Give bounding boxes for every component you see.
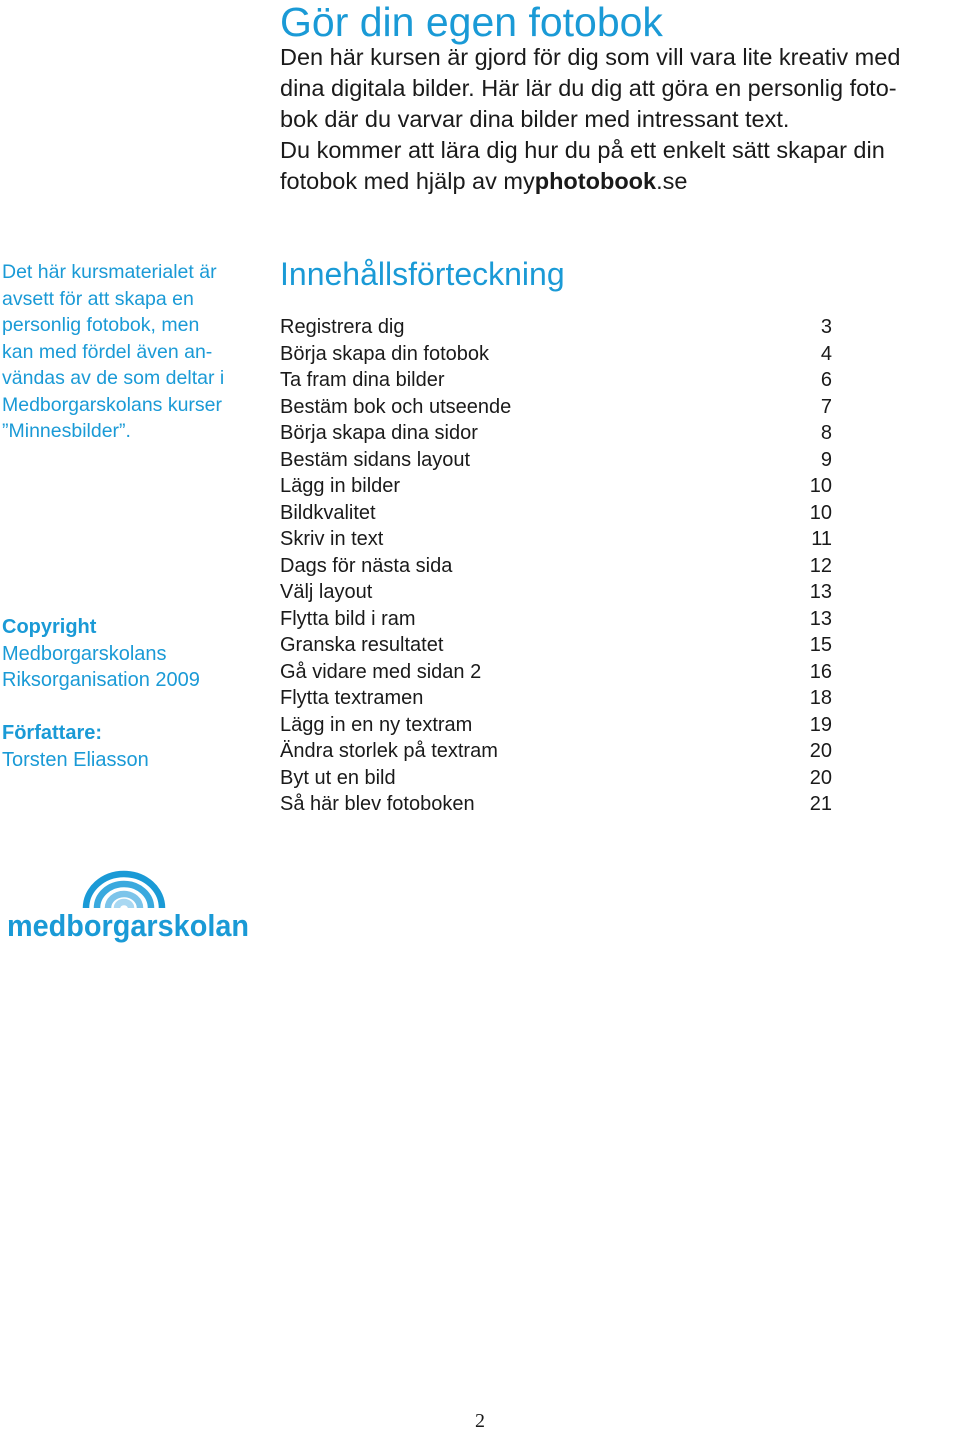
- toc-entry: [280, 712, 832, 739]
- toc-entry-page: 13: [809, 581, 832, 603]
- sidebar-note-line: vändas av de som deltar i: [2, 367, 225, 389]
- toc-entry: [280, 500, 832, 527]
- sidebar-note-line: Det här kursmaterialet är: [2, 261, 217, 283]
- toc-entry-label: Ändra storlek på textram: [280, 740, 498, 762]
- intro-paragraph: [280, 42, 960, 197]
- toc-entry: [280, 526, 832, 553]
- toc-entry: [280, 367, 832, 394]
- toc-entry-label: Flytta textramen: [280, 687, 424, 709]
- toc-entry: [280, 394, 832, 421]
- toc-entry-page: 18: [809, 687, 832, 709]
- toc-entry: [280, 341, 832, 368]
- toc-heading: Innehållsförteckning: [280, 256, 565, 292]
- toc-entry-label: Flytta bild i ram: [280, 607, 416, 630]
- toc-entry: [280, 314, 832, 341]
- intro-line: Den här kursen är gjord för dig som vill vara lite kreativ med: [280, 44, 901, 70]
- table-of-contents: [280, 314, 832, 818]
- logo-wordmark: medborgarskolan: [7, 908, 249, 943]
- sidebar-note: [2, 259, 272, 445]
- toc-entry: [280, 659, 832, 686]
- toc-entry: [280, 447, 832, 474]
- toc-entry-page: 12: [809, 554, 832, 577]
- toc-entry-label: Bildkvalitet: [280, 501, 376, 524]
- author-block: [2, 720, 272, 773]
- toc-entry-page: 16: [809, 660, 832, 683]
- author-label: Författare:: [2, 722, 103, 744]
- toc-entry-page: 19: [809, 713, 832, 736]
- medborgarskolan-logo: [4, 868, 254, 948]
- brand-name: photobook: [534, 168, 657, 194]
- sidebar-note-line: ”Minnesbilder”.: [2, 420, 131, 442]
- toc-entry-label: Lägg in en ny textram: [280, 713, 473, 736]
- copyright-line: Medborgarskolans: [2, 642, 167, 665]
- toc-entry-label: Bestäm bok och utseende: [280, 395, 512, 418]
- toc-entry-page: 8: [820, 422, 832, 444]
- toc-entry-label: Börja skapa din fotobok: [280, 342, 490, 365]
- toc-entry-page: 15: [809, 634, 832, 656]
- toc-entry: [280, 738, 832, 765]
- toc-entry-label: Dags för nästa sida: [280, 554, 453, 577]
- toc-entry: [280, 791, 832, 818]
- toc-entry-label: Välj layout: [280, 581, 373, 603]
- toc-entry-label: Lägg in bilder: [280, 475, 401, 497]
- copyright-label: Copyright: [2, 616, 97, 638]
- brand-suffix: .se: [656, 168, 688, 194]
- toc-entry: [280, 765, 832, 792]
- toc-entry-page: 13: [809, 607, 832, 630]
- intro-line: dina digitala bilder. Här lär du dig att göra en personlig foto-: [280, 75, 897, 101]
- toc-entry: [280, 632, 832, 659]
- toc-entry-page: 21: [809, 793, 832, 815]
- toc-entry-label: Registrera dig: [280, 316, 405, 338]
- toc-entry-page: 6: [820, 369, 832, 391]
- toc-entry-label: Gå vidare med sidan 2: [280, 660, 482, 683]
- sidebar-note-line: Medborgarskolans kurser: [2, 393, 223, 416]
- toc-entry-label: Bestäm sidans layout: [280, 448, 471, 471]
- author-name: Torsten Eliasson: [2, 748, 149, 771]
- intro-prefix: fotobok med hjälp av my: [280, 168, 535, 194]
- toc-entry-label: Börja skapa dina sidor: [280, 422, 478, 444]
- sidebar-note-line: avsett för att skapa en: [2, 287, 194, 310]
- toc-entry: [280, 473, 832, 500]
- toc-entry-page: 3: [820, 316, 832, 338]
- toc-entry-page: 20: [809, 740, 832, 762]
- toc-entry-page: 4: [820, 342, 832, 365]
- toc-entry-label: Skriv in text: [280, 528, 384, 550]
- toc-entry: [280, 420, 832, 447]
- page-number: 2: [475, 1410, 485, 1432]
- toc-entry-page: 9: [820, 448, 832, 471]
- toc-entry: [280, 685, 832, 712]
- sidebar-note-line: kan med fördel även an-: [2, 340, 213, 363]
- intro-line-brand: [280, 166, 960, 197]
- toc-entry-page: 10: [809, 475, 832, 497]
- toc-entry-page: 10: [809, 501, 832, 524]
- toc-entry: [280, 553, 832, 580]
- intro-line: Du kommer att lära dig hur du på ett enkelt sätt skapar din: [280, 137, 885, 163]
- intro-line: bok där du varvar dina bilder med intressant text.: [280, 106, 790, 132]
- toc-entry-label: Ta fram dina bilder: [280, 369, 445, 391]
- copyright-line: Riksorganisation 2009: [2, 669, 200, 691]
- toc-entry-label: Så här blev fotoboken: [280, 793, 475, 815]
- page-title: Gör din egen fotobok: [280, 0, 663, 45]
- sidebar-note-line: personlig fotobok, men: [2, 314, 200, 336]
- toc-entry-label: Byt ut en bild: [280, 766, 396, 789]
- toc-entry-page: 11: [811, 528, 832, 550]
- toc-entry: [280, 579, 832, 606]
- toc-entry-page: 7: [820, 395, 832, 418]
- toc-entry-page: 20: [809, 766, 832, 789]
- copyright-block: [2, 614, 272, 694]
- toc-entry: [280, 606, 832, 633]
- toc-entry-label: Granska resultatet: [280, 634, 444, 656]
